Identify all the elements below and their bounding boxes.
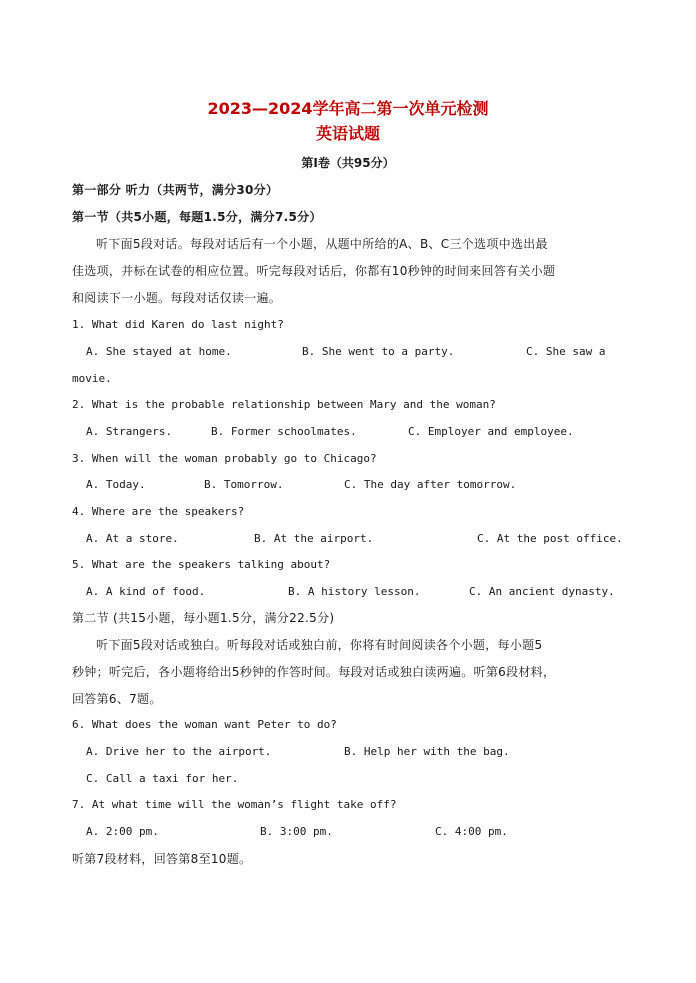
option-b: B. Help her with the bag.	[344, 745, 510, 758]
option-b: B. 3:00 pm.	[260, 825, 333, 838]
option-b: B. Tomorrow.	[204, 478, 284, 491]
exam-subtitle: 英语试题	[315, 124, 380, 143]
option-a: A. 2:00 pm.	[86, 825, 159, 838]
question-stem: 2. What is the probable relationship between Mary and the woman?	[72, 398, 496, 411]
option-b: B. She went to a party.	[302, 345, 455, 358]
option-a: A. At a store.	[86, 532, 179, 545]
option-b: B. A history lesson.	[288, 585, 421, 598]
option-a: A. Strangers.	[86, 425, 173, 438]
option-c: C. Employer and employee.	[408, 425, 574, 438]
option-a: A. Today.	[86, 478, 146, 491]
question-stem: 3. When will the woman probably go to Chicago?	[72, 452, 377, 465]
question-stem: 1. What did Karen do last night?	[72, 318, 284, 331]
option-b: B. At the airport.	[254, 532, 374, 545]
instruction-line: 听下面5段对话或独白。听每段对话或独白前，你将有时间阅读各个小题，每小题5	[96, 638, 543, 652]
question-stem: 6. What does the woman want Peter to do?	[72, 718, 337, 731]
option-c: C. 4:00 pm.	[435, 825, 508, 838]
option-c: C. Call a taxi for her.	[86, 772, 239, 785]
option-a: A. Drive her to the airport.	[86, 745, 272, 758]
option-c: C. An ancient dynasty.	[469, 585, 615, 598]
instruction-line: 和阅读下一小题。每段对话仅读一遍。	[72, 291, 282, 305]
part1-heading: 第一部分 听力（共两节，满分30分）	[72, 183, 279, 197]
option-a: A. She stayed at home.	[86, 345, 232, 358]
exam-title: 2023—2024学年高二第一次单元检测	[207, 99, 489, 118]
instruction-line: 回答第6、7题。	[72, 692, 162, 706]
instruction-line: 佳选项，并标在试卷的相应位置。听完每段对话后，你都有10秒钟的时间来回答有关小题	[72, 264, 556, 278]
question-stem: 4. Where are the speakers?	[72, 505, 245, 518]
section1-heading: 第一节（共5小题，每题1.5分，满分7.5分）	[72, 210, 322, 224]
question-stem: 5. What are the speakers talking about?	[72, 558, 331, 571]
option-c: C. The day after tomorrow.	[344, 478, 517, 491]
option-b: B. Former schoolmates.	[211, 425, 357, 438]
instruction-line: 秒钟；听完后，各小题将给出5秒钟的作答时间。每段对话或独白读两遍。听第6段材料，	[72, 665, 556, 679]
option-c-continuation: movie.	[72, 372, 112, 385]
volume-heading: 第Ⅰ卷（共95分）	[301, 156, 395, 170]
instruction-line: 听下面5段对话。每段对话后有一个小题，从题中所给的A、B、C三个选项中选出最	[96, 237, 548, 251]
option-c: C. She saw a	[526, 345, 606, 358]
section2-footer-line: 听第7段材料，回答第8至10题。	[72, 852, 252, 866]
question-stem: 7. At what time will the woman’s flight take off?	[72, 798, 397, 811]
option-c: C. At the post office.	[477, 532, 623, 545]
option-a: A. A kind of food.	[86, 585, 206, 598]
section2-heading: 第二节 (共15小题，每小题1.5分，满分22.5分)	[72, 611, 335, 625]
